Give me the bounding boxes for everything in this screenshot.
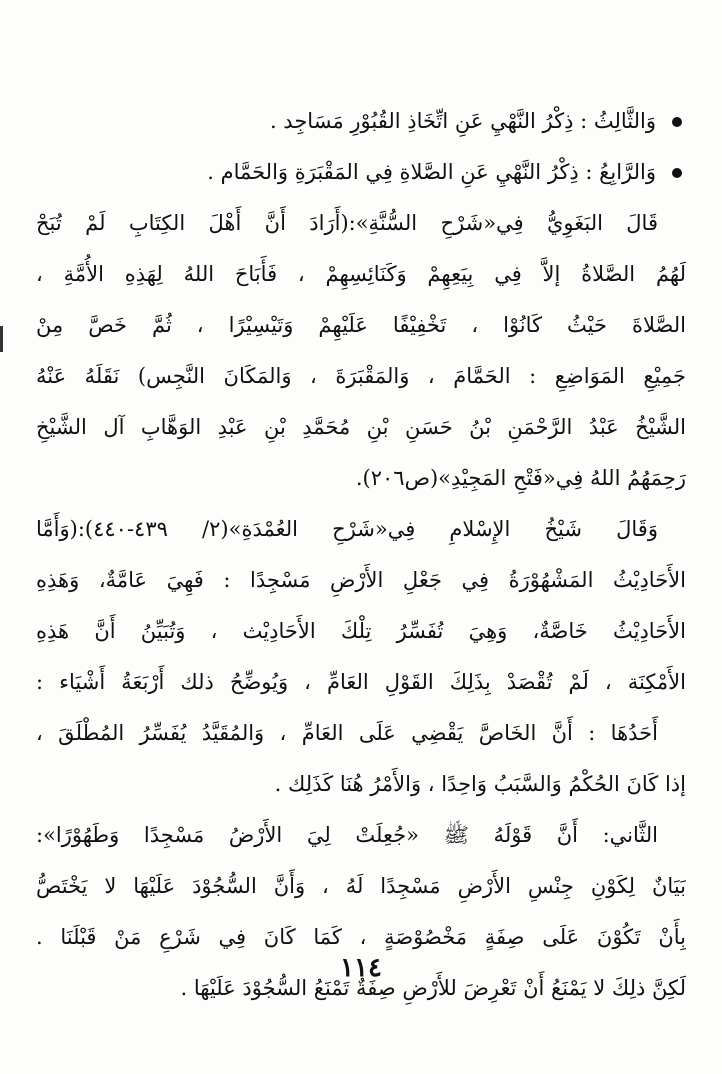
text-line: الأَمْكِنَة ، لَمْ تُقْصَدْ بِذَلِكَ القَوْلِ العَامِّ ، وَيُوضِّحُ ذلك أَرْبَعَةُ أَشْيَاء : bbox=[36, 670, 686, 694]
text-line: الثَّاني: أَنَّ قَوْلَهُ ﷺ «جُعِلَتْ لِيَ الأَرْضُ مَسْجِدًا وَطَهُوْرًا»: bbox=[36, 823, 658, 847]
text-line: رَحِمَهُمُ اللهُ فِي«فَتْحِ المَجِيْدِ»(ص٢٠٦). bbox=[355, 466, 686, 490]
text-line: بِأَنْ تَكُوْنَ عَلَى صِفَةٍ مَخْصُوْصَةٍ ، كَمَا كَانَ فِي شَرْعِ مَنْ قَبْلَنَا . bbox=[36, 925, 686, 949]
text-line: أَحَدُهَا : أَنَّ الخَاصَّ يَقْضِي عَلَى العَامِّ ، وَالمُقَيَّدُ يُفَسِّرُ المُطْلَقَ ، bbox=[36, 721, 658, 745]
text-line: إذا كَانَ الحُكْمُ وَالسَّبَبُ وَاحِدًا ، وَالأَمْرُ هُنَا كَذَلِك . bbox=[274, 772, 686, 796]
text-line: وَالثَّالِثُ : ذِكْرُ النَّهْيِ عَنِ اتِّخَاذِ القُبُوْرِ مَسَاجِد . bbox=[269, 109, 656, 133]
text-line: لَكِنَّ ذلِكَ لا يَمْنَعُ أَنْ تَعْرِضَ للأَرْضِ صِفَةٌ تَمْنَعُ السُّجُوْدَ عَلَيْهَا . bbox=[180, 976, 686, 1000]
bullet-item-third bbox=[36, 96, 686, 147]
page-number: ١١٤ bbox=[340, 953, 382, 983]
text-line: الأَحَادِيْثُ المَشْهُوْرَةُ فِي جَعْلِ الأَرْضِ مَسْجِدًا : فَهِيَ عَامَّةٌ، وَهَذِهِ bbox=[36, 568, 686, 592]
text-line: الصَّلاةَ حَيْثُ كَانُوْا ، تَخْفِيْفًا عَلَيْهِمْ وَتَيْسِيْرًا ، ثُمَّ خَصَّ مِنْ bbox=[36, 313, 686, 337]
text-line: جَمِيْعِ المَوَاضِعِ : الحَمَّامَ ، وَالمَقْبَرَةَ ، وَالمَكَانَ النَّجِس) نَقَلَهُ عَنْهُ bbox=[36, 364, 686, 388]
page-body-text bbox=[36, 96, 686, 1014]
text-line: وَقَالَ شَيْخُ الإِسْلامِ فِي«شَرْحِ العُمْدَةِ»(٢/ ٤٣٩-٤٤٠):(وَأَمَّا bbox=[36, 517, 658, 541]
text-line: الشَّيْخُ عَبْدُ الرَّحْمَنِ بْنُ حَسَنِ بْنِ مُحَمَّدِ بْنِ عَبْدِ الوَهَّابِ آل الشَّيْخِ bbox=[36, 415, 686, 439]
text-line: بَيَانٌ لِكَوْنِ جِنْسِ الأَرْضِ مَسْجِدًا لَهُ ، وَأَنَّ السُّجُوْدَ عَلَيْهَا لا يَخْتَصُّ bbox=[36, 874, 686, 898]
bullet-icon bbox=[672, 168, 682, 178]
bullet-item-fourth bbox=[36, 147, 686, 198]
margin-mark bbox=[0, 326, 3, 352]
text-line: لَهُمُ الصَّلاةُ إلاَّ فِي بِيَعِهِمْ وَكَنَائِسِهِمْ ، فَأَبَاحَ اللهُ لِهَذِهِ الأُمَّةِ ، bbox=[36, 262, 686, 286]
bullet-icon bbox=[672, 117, 682, 127]
text-line: وَالرَّابِعُ : ذِكْرُ النَّهْيِ عَنِ الصَّلاةِ فِي المَقْبَرَةِ وَالحَمَّام . bbox=[207, 160, 656, 184]
text-line: قَالَ البَغَوِيُّ فِي«شَرْحِ السُّنَّةِ»:(أَرَادَ أَنَّ أَهْلَ الكِتَابِ لَمْ تُبَحْ bbox=[36, 211, 658, 235]
text-line: الأَحَادِيْثُ خَاصَّةٌ، وَهِيَ تُفَسِّرُ تِلْكَ الأَحَادِيْث ، وَتُبَيِّنُ أَنَّ هَذِهِ bbox=[36, 619, 686, 643]
